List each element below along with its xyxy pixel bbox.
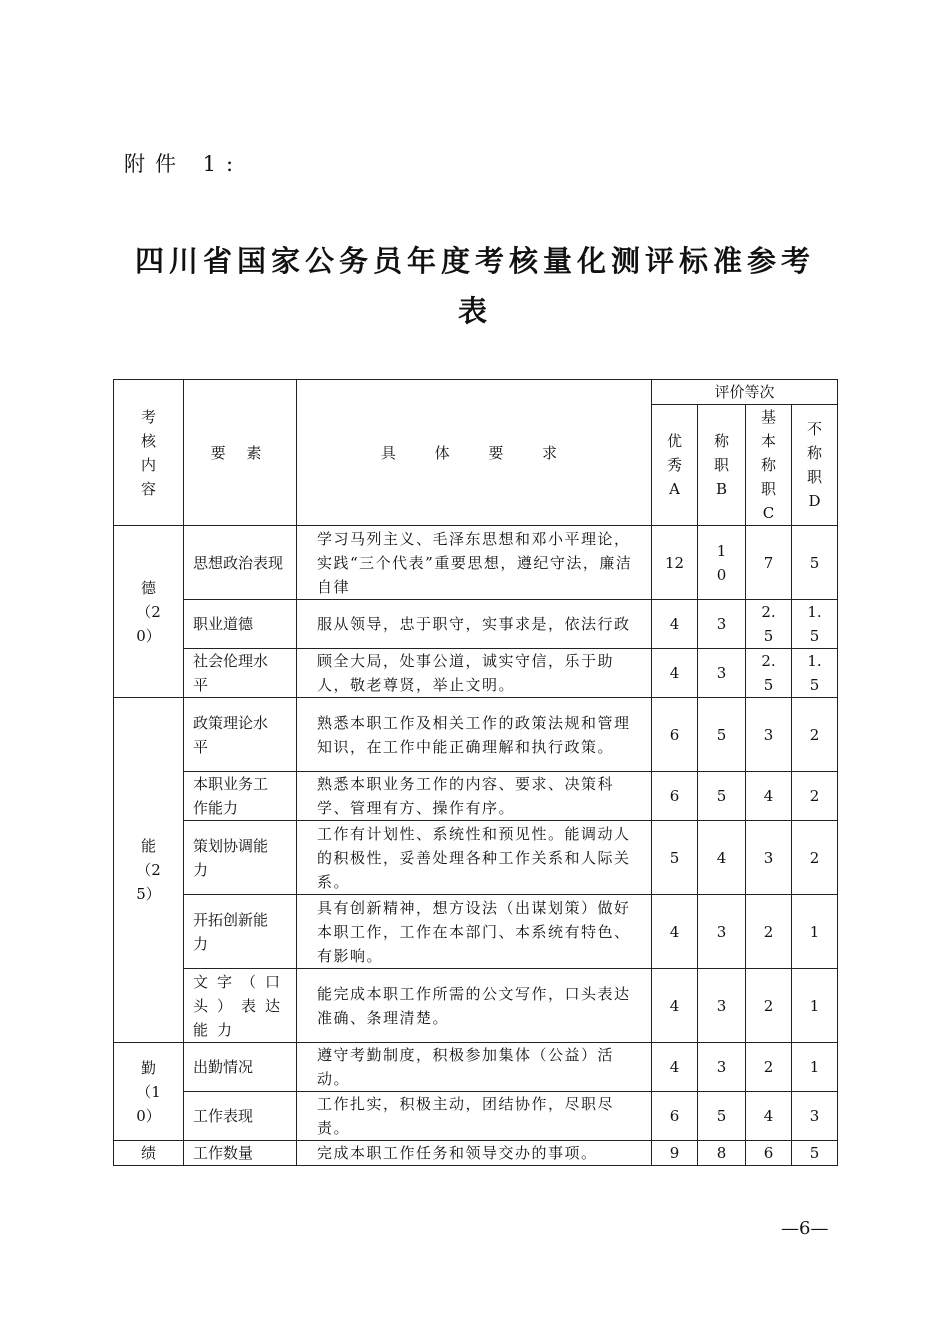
score-c: 2.5 [746, 600, 792, 649]
requirement-cell: 遵守考勤制度，积极参加集体（公益）活动。 [297, 1043, 652, 1092]
header-rating-group: 评价等次 [652, 380, 838, 405]
score-b: 5 [698, 772, 746, 821]
score-a: 6 [652, 1092, 698, 1141]
header-grade-d: 不称职D [792, 405, 838, 526]
header-category: 考核内容 [114, 380, 184, 526]
table-row [114, 1092, 838, 1141]
header-grade-c: 基本称职C [746, 405, 792, 526]
title-line-1: 四川省国家公务员年度考核量化测评标准参考 [134, 244, 815, 278]
score-a: 4 [652, 969, 698, 1043]
score-a: 12 [652, 526, 698, 600]
table-row [114, 1043, 838, 1092]
score-a: 4 [652, 1043, 698, 1092]
table-row [114, 600, 838, 649]
score-b: 3 [698, 1043, 746, 1092]
requirement-cell: 完成本职工作任务和领导交办的事项。 [297, 1141, 652, 1166]
score-a: 4 [652, 895, 698, 969]
score-a: 6 [652, 698, 698, 772]
score-a: 4 [652, 649, 698, 698]
score-d: 1 [792, 1043, 838, 1092]
category-cell-neng: 能（25） [114, 698, 184, 1043]
element-cell: 策划协调能力 [184, 821, 297, 895]
table-row [114, 821, 838, 895]
element-cell: 工作数量 [184, 1141, 297, 1166]
element-cell: 社会伦理水平 [184, 649, 297, 698]
score-b: 5 [698, 1092, 746, 1141]
requirement-cell: 熟悉本职工作及相关工作的政策法规和管理知识，在工作中能正确理解和执行政策。 [297, 698, 652, 772]
score-c: 2 [746, 895, 792, 969]
category-cell-qin: 勤（10） [114, 1043, 184, 1141]
score-d: 5 [792, 526, 838, 600]
header-grade-b: 称职B [698, 405, 746, 526]
element-cell: 开拓创新能力 [184, 895, 297, 969]
table-row [114, 649, 838, 698]
table-row [114, 698, 838, 772]
score-b: 10 [698, 526, 746, 600]
requirement-cell: 服从领导，忠于职守，实事求是，依法行政 [297, 600, 652, 649]
table-row [114, 969, 838, 1043]
score-c: 6 [746, 1141, 792, 1166]
score-c: 3 [746, 821, 792, 895]
requirement-cell: 具有创新精神，想方设法（出谋划策）做好本职工作，工作在本部门、本系统有特色、有影响。 [297, 895, 652, 969]
score-d: 3 [792, 1092, 838, 1141]
table-row [114, 895, 838, 969]
score-a: 6 [652, 772, 698, 821]
score-a: 4 [652, 600, 698, 649]
requirement-cell: 工作有计划性、系统性和预见性。能调动人的积极性，妥善处理各种工作关系和人际关系。 [297, 821, 652, 895]
evaluation-standard-table [113, 379, 838, 1166]
score-c: 4 [746, 772, 792, 821]
element-cell: 思想政治表现 [184, 526, 297, 600]
element-cell: 文字（口头）表达能力 [184, 969, 297, 1043]
score-c: 2.5 [746, 649, 792, 698]
requirement-cell: 熟悉本职业务工作的内容、要求、决策科学、管理有方、操作有序。 [297, 772, 652, 821]
table-row [114, 1141, 838, 1166]
score-b: 3 [698, 969, 746, 1043]
score-a: 5 [652, 821, 698, 895]
score-d: 1 [792, 895, 838, 969]
element-cell: 工作表现 [184, 1092, 297, 1141]
title-line-2: 表 [457, 294, 492, 328]
element-cell: 出勤情况 [184, 1043, 297, 1092]
score-d: 1 [792, 969, 838, 1043]
header-requirement: 具 体 要 求 [297, 380, 652, 526]
score-b: 5 [698, 698, 746, 772]
score-d: 2 [792, 821, 838, 895]
score-c: 2 [746, 1043, 792, 1092]
score-a: 9 [652, 1141, 698, 1166]
header-grade-a: 优秀A [652, 405, 698, 526]
requirement-cell: 顾全大局，处事公道，诚实守信，乐于助人，敬老尊贤，举止文明。 [297, 649, 652, 698]
score-b: 3 [698, 649, 746, 698]
score-d: 2 [792, 698, 838, 772]
requirement-cell: 学习马列主义、毛泽东思想和邓小平理论，实践“三个代表”重要思想，遵纪守法，廉洁自律 [297, 526, 652, 600]
score-c: 4 [746, 1092, 792, 1141]
score-c: 7 [746, 526, 792, 600]
score-b: 3 [698, 600, 746, 649]
score-c: 3 [746, 698, 792, 772]
attachment-label: 附件 1: [124, 152, 244, 176]
element-cell: 政策理论水平 [184, 698, 297, 772]
category-cell-de: 德（20） [114, 526, 184, 698]
document-title [100, 236, 850, 336]
header-element: 要 素 [184, 380, 297, 526]
score-d: 5 [792, 1141, 838, 1166]
element-cell: 本职业务工作能力 [184, 772, 297, 821]
score-b: 3 [698, 895, 746, 969]
score-c: 2 [746, 969, 792, 1043]
table-row [114, 526, 838, 600]
requirement-cell: 能完成本职工作所需的公文写作，口头表达准确、条理清楚。 [297, 969, 652, 1043]
table-row [114, 772, 838, 821]
element-cell: 职业道德 [184, 600, 297, 649]
score-d: 1.5 [792, 649, 838, 698]
score-d: 1.5 [792, 600, 838, 649]
page-number: —6— [781, 1218, 829, 1239]
category-cell-ji: 绩 [114, 1141, 184, 1166]
score-b: 8 [698, 1141, 746, 1166]
requirement-cell: 工作扎实，积极主动，团结协作，尽职尽责。 [297, 1092, 652, 1141]
score-d: 2 [792, 772, 838, 821]
score-b: 4 [698, 821, 746, 895]
